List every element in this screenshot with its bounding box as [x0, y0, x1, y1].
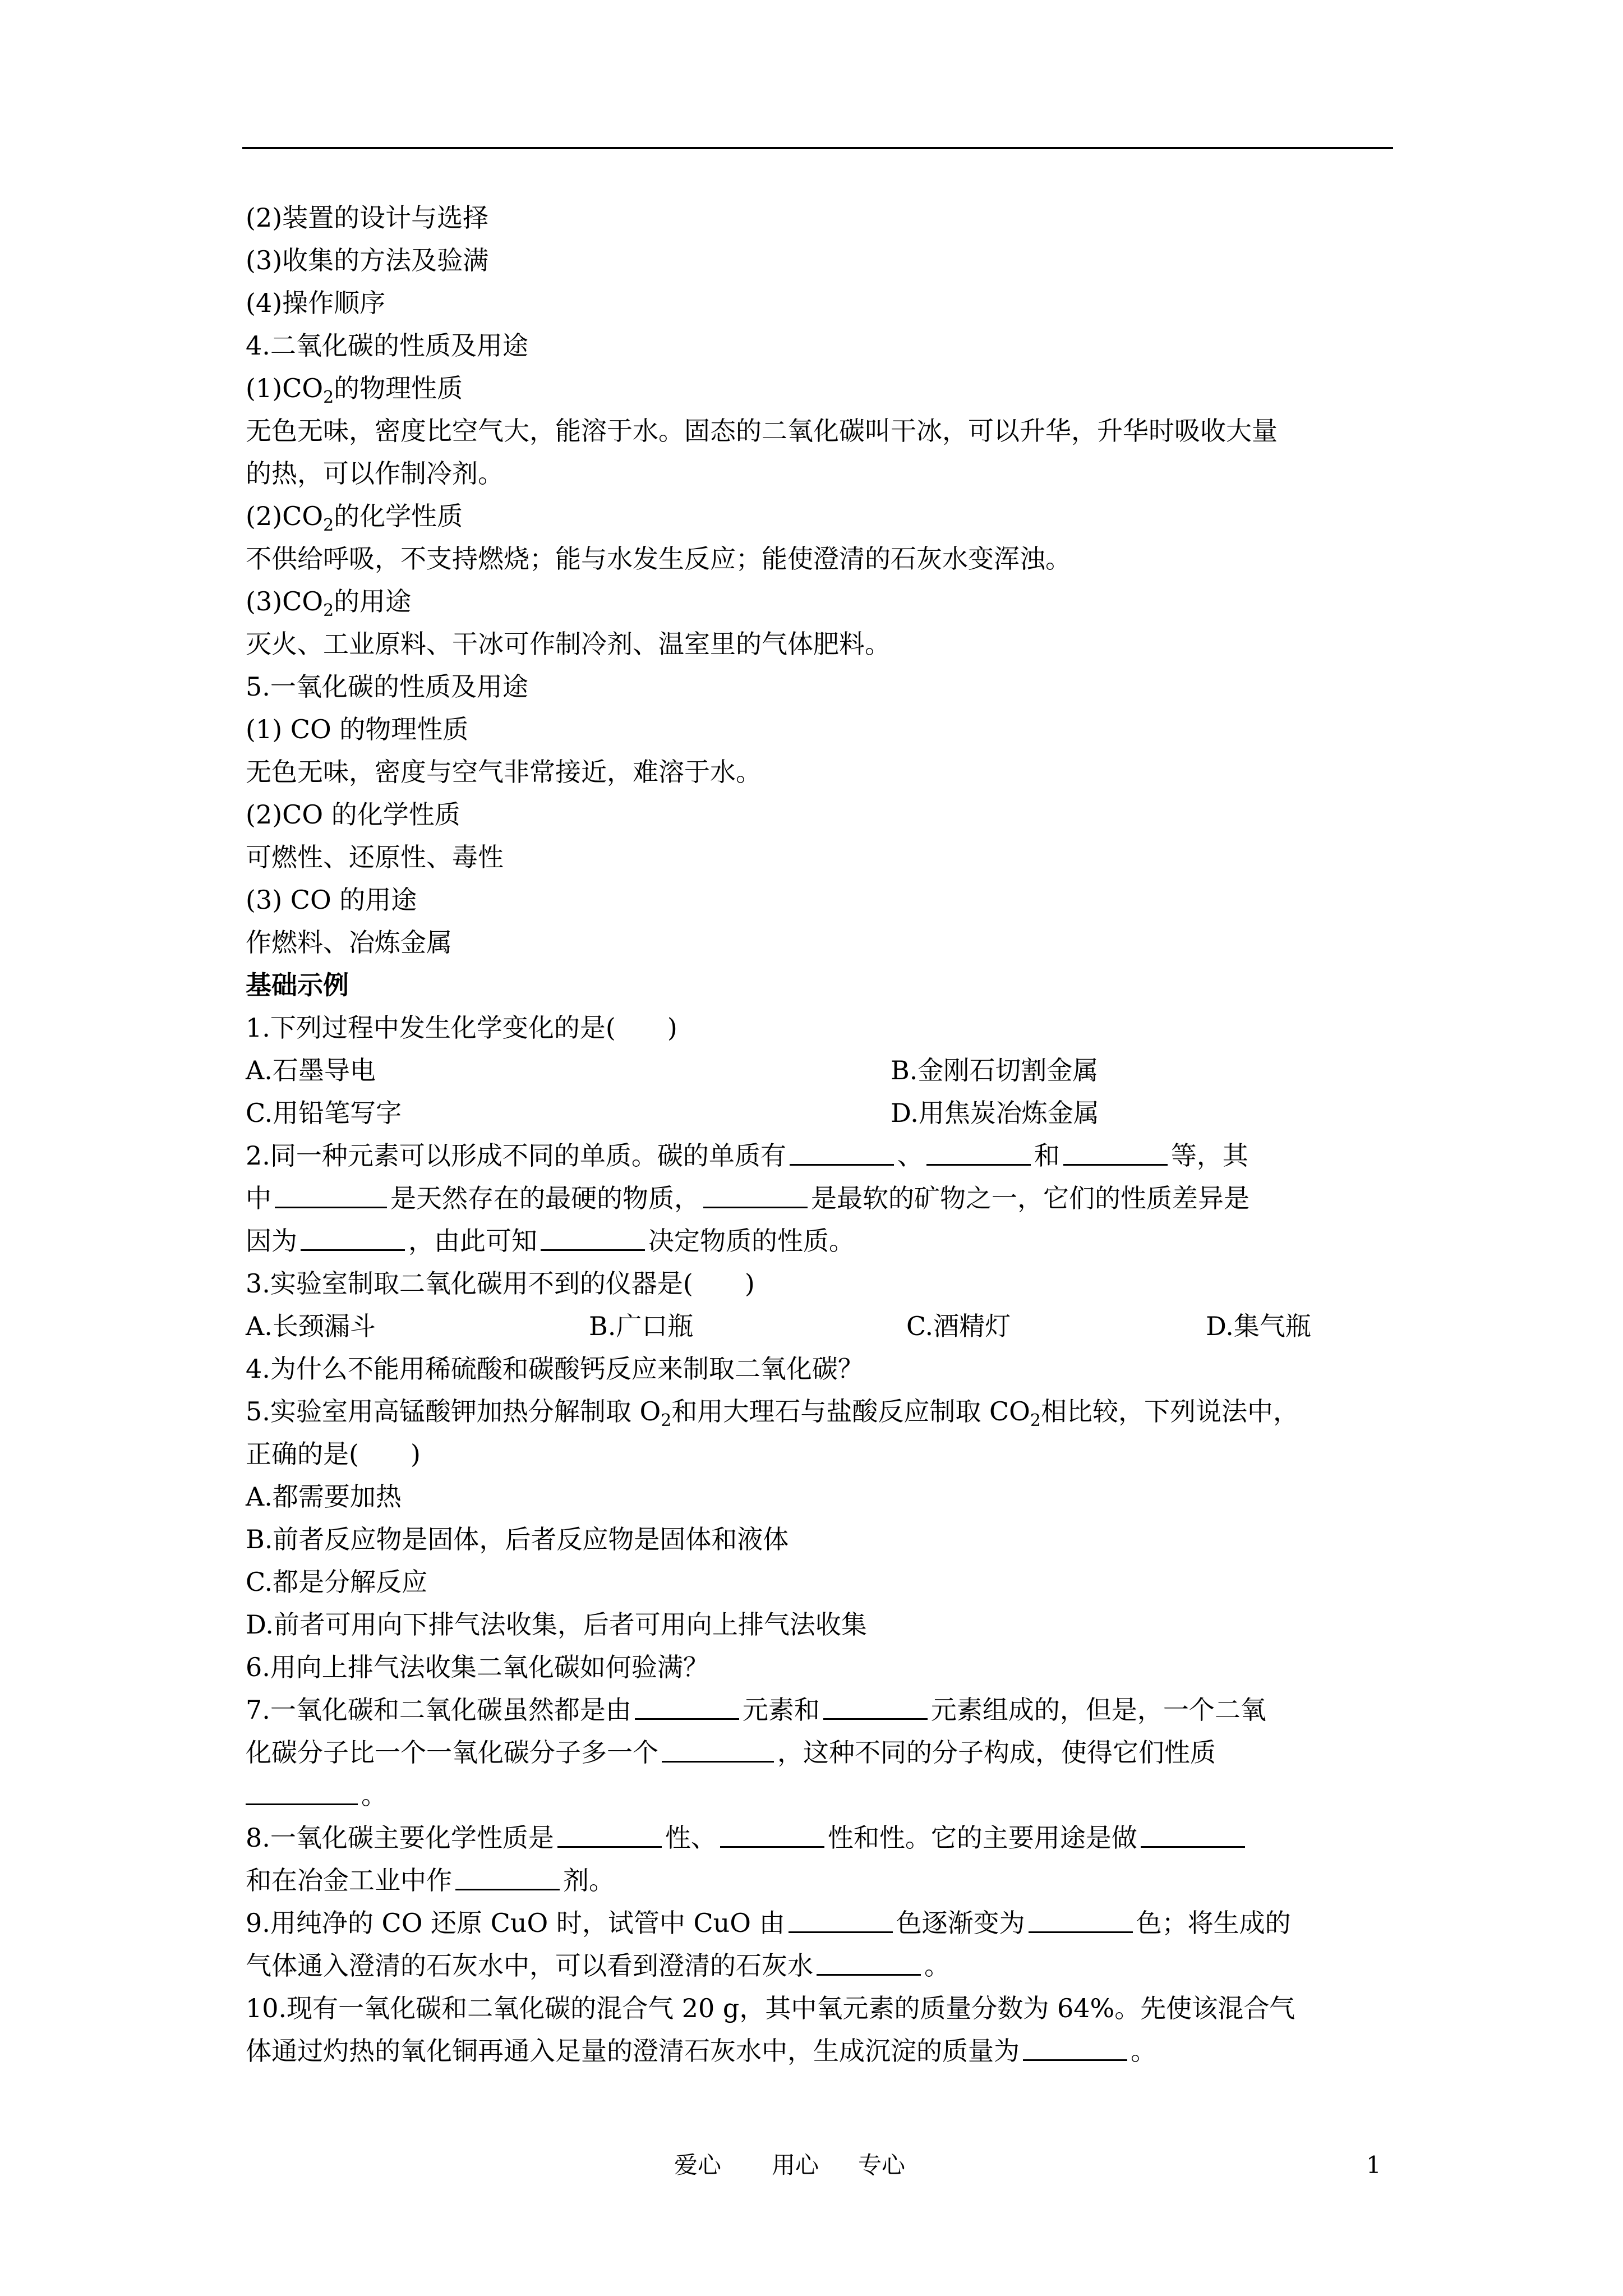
- q3-option-a: A.长颈漏斗: [246, 1311, 376, 1341]
- question-7: 7.一氧化碳和二氧化碳虽然都是由 元素和 元素组成的，但是，一个二氧: [246, 1695, 1266, 1725]
- q5-option-b: B.前者反应物是固体，后者反应物是固体和液体: [246, 1524, 789, 1554]
- q1-option-d: D.用焦炭冶炼金属: [891, 1098, 1099, 1128]
- section-title: 4.二氧化碳的性质及用途: [246, 330, 528, 361]
- answer-blank[interactable]: [301, 1225, 405, 1251]
- question-5: 5.实验室用高锰酸钾加热分解制取 $O_2$和用大理石与盐酸反应制取 $CO_2$相比较，下列说法中，: [246, 1396, 1299, 1431]
- answer-blank[interactable]: [662, 1736, 774, 1763]
- question-10: 10.现有一氧化碳和二氧化碳的混合气 20 g，其中氧元素的质量分数为 64%。先使该混合气: [246, 1993, 1295, 2023]
- question-7-cont: 化碳分子比一个一氧化碳分子多一个 ，这种不同的分子构成，使得它们性质: [246, 1737, 1216, 1768]
- text-line: 灭火、工业原料、干冰可作制冷剂、温室里的气体肥料。: [246, 629, 891, 659]
- subsection-title: $(1)CO_2$的物理性质: [246, 373, 463, 408]
- answer-blank[interactable]: [926, 1139, 1031, 1166]
- question-9: 9.用纯净的 CO 还原 CuO 时，试管中 CuO 由 色逐渐变为 色；将生成的: [246, 1908, 1291, 1938]
- answer-blank[interactable]: [1141, 1821, 1245, 1848]
- q5-option-d: D.前者可用向下排气法收集，后者可用向上排气法收集: [246, 1609, 867, 1640]
- answer-blank[interactable]: [455, 1864, 560, 1890]
- question-2-cont: 中 是天然存在的最硬的物质， 是最软的矿物之一，它们的性质差异是: [246, 1183, 1249, 1213]
- question-10-cont: 体通过灼热的氧化铜再通入足量的澄清石灰水中，生成沉淀的质量为 。: [246, 2036, 1156, 2066]
- answer-blank[interactable]: [541, 1225, 645, 1251]
- question-6: 6.用向上排气法收集二氧化碳如何验满？: [246, 1652, 709, 1682]
- q1-option-b: B.金刚石切割金属: [891, 1055, 1099, 1085]
- answer-blank[interactable]: [246, 1779, 358, 1805]
- subsection-title: (1) CO 的物理性质: [246, 714, 469, 744]
- question-2: 2.同一种元素可以形成不同的单质。碳的单质有 、 和 等，其: [246, 1140, 1248, 1171]
- question-5-cont: 正确的是( ): [246, 1439, 421, 1469]
- answer-blank[interactable]: [720, 1821, 824, 1848]
- examples-heading: 基础示例: [246, 970, 349, 1000]
- footer-motto-1: 爱心: [674, 2151, 722, 2179]
- question-1: 1.下列过程中发生化学变化的是( ): [246, 1013, 677, 1043]
- answer-blank[interactable]: [1029, 1907, 1133, 1933]
- subsection-title: (2)CO 的化学性质: [246, 799, 460, 830]
- q3-option-b: B.广口瓶: [589, 1311, 694, 1341]
- question-9-cont: 气体通入澄清的石灰水中，可以看到澄清的石灰水 。: [246, 1950, 950, 1981]
- text-line: (3)收集的方法及验满: [246, 245, 489, 275]
- answer-blank[interactable]: [1023, 2035, 1127, 2061]
- page-number: 1: [1366, 2151, 1381, 2179]
- answer-blank[interactable]: [703, 1182, 808, 1208]
- question-8: 8.一氧化碳主要化学性质是 性、 性和性。它的主要用途是做: [246, 1821, 1248, 1855]
- question-8-cont: 和在冶金工业中作 剂。: [246, 1865, 615, 1895]
- text-line: (2)装置的设计与选择: [246, 203, 489, 233]
- answer-blank[interactable]: [635, 1694, 739, 1720]
- text-line: 不供给呼吸，不支持燃烧；能与水发生反应；能使澄清的石灰水变浑浊。: [246, 544, 1071, 574]
- question-2-cont: 因为 ，由此可知 决定物质的性质。: [246, 1226, 855, 1256]
- question-3: 3.实验室制取二氧化碳用不到的仪器是( ): [246, 1268, 755, 1299]
- answer-blank[interactable]: [557, 1821, 662, 1848]
- answer-blank[interactable]: [790, 1139, 894, 1166]
- text-line: 作燃料、冶炼金属: [246, 927, 452, 958]
- answer-blank[interactable]: [1063, 1139, 1168, 1166]
- question-4: 4.为什么不能用稀硫酸和碳酸钙反应来制取二氧化碳？: [246, 1354, 864, 1384]
- text-line: (4)操作顺序: [246, 288, 386, 318]
- text-line: 的热，可以作制冷剂。: [246, 458, 504, 489]
- question-7-cont: 。: [246, 1778, 387, 1812]
- text-line: 无色无味，密度比空气大，能溶于水。固态的二氧化碳叫干冰，可以升华，升华时吸收大量: [246, 416, 1278, 446]
- text-line: 可燃性、还原性、毒性: [246, 842, 504, 872]
- answer-blank[interactable]: [275, 1182, 387, 1208]
- answer-blank[interactable]: [817, 1949, 921, 1976]
- q5-option-c: C.都是分解反应: [246, 1567, 428, 1597]
- footer-motto-2: 用心: [772, 2151, 819, 2179]
- q3-option-d: D.集气瓶: [1206, 1311, 1311, 1341]
- subsection-title: $(2)CO_2$的化学性质: [246, 501, 463, 536]
- answer-blank[interactable]: [789, 1907, 893, 1933]
- q1-option-c: C.用铅笔写字: [246, 1098, 402, 1128]
- answer-blank[interactable]: [823, 1694, 928, 1720]
- text-line: 无色无味，密度与空气非常接近，难溶于水。: [246, 757, 762, 787]
- q1-option-a: A.石墨导电: [246, 1055, 376, 1085]
- subsection-title: (3) CO 的用途: [246, 885, 417, 915]
- subsection-title: $(3)CO_2$的用途: [246, 586, 412, 621]
- footer-motto-3: 专心: [858, 2151, 906, 2179]
- q3-option-c: C.酒精灯: [906, 1311, 1011, 1341]
- section-title: 5.一氧化碳的性质及用途: [246, 671, 528, 702]
- header-rule: [242, 147, 1393, 149]
- q5-option-a: A.都需要加热: [246, 1481, 402, 1512]
